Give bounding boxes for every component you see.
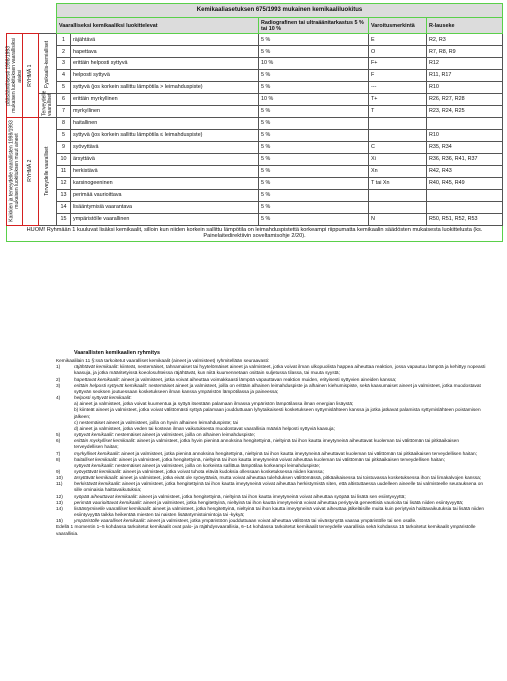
- row-symbol: [369, 129, 427, 141]
- row-class: myrkyllinen: [71, 105, 259, 117]
- row-number: 4: [57, 70, 71, 82]
- row-percent: 5 %: [259, 201, 369, 213]
- row-symbol: [369, 117, 427, 129]
- row-percent: 5 %: [259, 105, 369, 117]
- row-class: räjähtävä: [71, 34, 259, 46]
- row-percent: 5 %: [259, 165, 369, 177]
- item-number: 11): [56, 482, 63, 488]
- header-r: R-lauseke: [427, 18, 503, 34]
- row-percent: 5 %: [259, 177, 369, 189]
- item-term: syövyttävät kemikaalit: [74, 469, 121, 475]
- table-row: [7, 105, 503, 117]
- table-row: [7, 117, 503, 129]
- header-class: Vaaralliseksi kemikaaliksi luokittelevat: [57, 18, 259, 34]
- text-item: [56, 439, 486, 451]
- item-number: 1): [56, 365, 61, 371]
- row-percent: 5 %: [259, 153, 369, 165]
- row-number: 12: [57, 177, 71, 189]
- row-percent: 5 %: [259, 129, 369, 141]
- row-percent: 5 %: [259, 70, 369, 82]
- row-number: 11: [57, 165, 71, 177]
- item-body: : aineet ja valmisteet, jotka hengitettyinä, nieltyinä tai ihon kautta imeytyneinä voivat aiheuttaa jälkeläisille muita kuin periytyviä haittavaikutuksia tai lisätä niiden esiintyvyyttä taikka heikentää miesten tai naisten lisääntymistoimintoja tai -kykyä;: [74, 506, 485, 519]
- row-r: R11, R17: [427, 70, 503, 82]
- row-number: 13: [57, 189, 71, 201]
- item-number: 3): [56, 383, 61, 389]
- item-term: ärsyttävät kemikaalit: [74, 476, 118, 482]
- item-term: helposti syttyvät kemikaalit: [74, 396, 131, 402]
- table-row: [7, 177, 503, 189]
- item-number: 7): [56, 451, 61, 457]
- classification-table: [6, 3, 503, 242]
- table-title: Kemikaaliasetuksen 675/1993 mukainen kemikaaliluokitus: [57, 4, 503, 18]
- item-body: b) kiinteät aineet ja valmisteet, jotka voivat välittömästi syttyä palamaan joudduttuaan lyhytaikaisesti kosketukseen syttymislähteen kanssa ja jotka jatkavat palamista syttymislähteen poistamisen jälkeen;: [74, 408, 481, 420]
- item-body: : aineet ja valmisteet, jotka voivat tuhota eläviä kudoksia ollessaan kosketuksessa niiden kanssa;: [120, 469, 324, 475]
- row-r: R7, R8, R9: [427, 46, 503, 58]
- text-item: [56, 519, 486, 525]
- row-r: [427, 117, 503, 129]
- row-class: perimää vaurioittava: [71, 189, 259, 201]
- table-row: [7, 94, 503, 106]
- row-symbol: [369, 201, 427, 213]
- row-percent: 5 %: [259, 189, 369, 201]
- classification-table-wrap: [6, 3, 502, 242]
- row-percent: 5 %: [259, 213, 369, 225]
- item-body: : aineet ja valmisteet, jotka pieninä annoksina hengitettyinä, nieltyinä tai ihon kautta imeytyneinä aiheuttavat kuoleman tai välittömän tai pitkäaikaisen terveydellisen haitan;: [118, 451, 477, 457]
- text-heading: Vaarallisten kemikaalien ryhmitys: [74, 350, 160, 356]
- item-term: erittäin helposti syttyvät kemikaalit: [74, 383, 146, 389]
- row-percent: 10 %: [259, 94, 369, 106]
- item-body: : aineet ja valmisteet, jotka eivät ole syövyttäviä, mutta voivat aiheuttaa tulehduksen välittömässä, pitkäaikaisessa tai toistuvassa kosketuksessa ihon tai limakalvojen kanssa;: [117, 476, 482, 482]
- row-number: 3: [57, 58, 71, 70]
- header-percent: Radiografinen tai ultraäänitarkastus 5 % tai 10 %: [259, 18, 369, 34]
- table-row: [7, 82, 503, 94]
- row-percent: 5 %: [259, 82, 369, 94]
- row-symbol: T: [369, 105, 427, 117]
- item-term: erittäin myrkylliset kemikaalit: [74, 439, 135, 445]
- row-number: 5: [57, 82, 71, 94]
- table-row: [7, 129, 503, 141]
- row-r: R40, R45, R49: [427, 177, 503, 189]
- row-symbol: O: [369, 46, 427, 58]
- item-number: 2): [56, 377, 61, 383]
- row-symbol: N: [369, 213, 427, 225]
- group1-sub: pääsääntöisesti 1998/1993 mukaisen luokituksen vaarallisiksi aiaksi: [7, 34, 23, 118]
- item-body: : nestemäiset aineet ja valmisteet, joilla on korkeinta sallittua lämpötilaa korkeampi leimahduspiste;: [112, 463, 321, 469]
- text-item: [56, 408, 486, 420]
- row-symbol: [369, 189, 427, 201]
- row-symbol: Xn: [369, 165, 427, 177]
- item-number: 15): [56, 519, 63, 525]
- item-body: : aineet ja valmisteet, jotka ympäristöön joudduttuaan voivat aiheuttaa välitöntä tai viivästynyttä vaaraa ympäristölle tai sen osalle.: [144, 519, 417, 525]
- row-r: R26, R27, R28: [427, 94, 503, 106]
- item-number: 4): [56, 396, 61, 402]
- table-row: [7, 70, 503, 82]
- item-term: räjähtävät kemikaalit: [74, 365, 118, 371]
- table-row: [7, 153, 503, 165]
- group1-label: RYHMÄ 1: [23, 34, 39, 118]
- row-class: erittäin helposti syttyvä: [71, 58, 259, 70]
- row-r: R50, R51, R52, R53: [427, 213, 503, 225]
- row-class: syttyvä (jos korkein sallittu lämpötila ≤ leimahduspiste): [71, 129, 259, 141]
- row-r: [427, 201, 503, 213]
- row-number: 14: [57, 201, 71, 213]
- sub-terv2: Terveydelle vaaralliset: [39, 117, 57, 225]
- item-number: 6): [56, 439, 61, 445]
- row-class: ärsyttävä: [71, 153, 259, 165]
- item-term: haitalliset kemikaalit: [74, 457, 117, 463]
- item-body: a) aineet ja valmisteet, jotka voivat kuumentua ja syttyä itsestään palamaan ilmassa ympäristön lämpötilassa ilman energian lisäystä;: [74, 402, 354, 408]
- row-number: 7: [57, 105, 71, 117]
- text-outro: Edellä 1 momentin 1–5 kohdassa tarkoitetut kemikaalit ovat palo- ja räjähdysvaarallisia, 6–14 kohdassa tarkoitetut kemikaalit terveydelle vaarallisia sekä kohdassa 15 tarkoitetut kemikaalit ympäristölle vaarallisia.: [56, 525, 476, 537]
- item-term: syttyvät kemikaalit: [74, 433, 113, 439]
- row-class: karsinogeeninen: [71, 177, 259, 189]
- row-r: R42, R43: [427, 165, 503, 177]
- item-number: 8): [56, 457, 61, 463]
- row-class: herkistävä: [71, 165, 259, 177]
- item-number: 5): [56, 433, 61, 439]
- row-symbol: T+: [369, 94, 427, 106]
- item-body: : aineet ja valmisteet, jotka hengitettyinä, nieltyinä tai ihon kautta imeytyneinä voivat aiheuttaa periytyviä geneettisiä vaurioita tai lisätä niiden esiintyvyyttä;: [140, 500, 464, 506]
- row-percent: 10 %: [259, 58, 369, 70]
- item-body: : aineet ja valmisteet, jotka hengitettyinä, nieltyinä tai ihon kautta imeytyneinä voivat aiheuttaa syöpää tai lisätä sen esiintyvyyttä;: [136, 494, 406, 500]
- row-r: R2, R3: [427, 34, 503, 46]
- row-number: 15: [57, 213, 71, 225]
- table-row: [7, 141, 503, 153]
- row-class: ympäristölle vaarallinen: [71, 213, 259, 225]
- row-r: [427, 189, 503, 201]
- group2-sub: Kaikkien ja terveydelle vaarallisten 1998/1993 mukaisen luokituksen muut aineet: [7, 117, 23, 225]
- row-r: R35, R34: [427, 141, 503, 153]
- table-row: [7, 58, 503, 70]
- row-class: erittäin myrkyllinen: [71, 94, 259, 106]
- item-number: 13): [56, 500, 63, 506]
- group2-label: RYHMÄ 2: [23, 117, 39, 225]
- row-r: R10: [427, 129, 503, 141]
- row-symbol: F+: [369, 58, 427, 70]
- row-symbol: C: [369, 141, 427, 153]
- table-row: [7, 201, 503, 213]
- row-r: R23, R24, R25: [427, 105, 503, 117]
- text-items: [56, 365, 486, 525]
- row-number: 1: [57, 34, 71, 46]
- row-number: 9: [57, 141, 71, 153]
- text-item: [56, 507, 486, 519]
- row-r: R10: [427, 82, 503, 94]
- row-number: 10: [57, 153, 71, 165]
- item-term: herkistävät kemikaalit: [74, 482, 120, 488]
- row-number: 2: [57, 46, 71, 58]
- item-number: 9): [56, 469, 61, 475]
- classification-text: [56, 350, 486, 538]
- row-class: haitallinen: [71, 117, 259, 129]
- row-class: helposti syttyvä: [71, 70, 259, 82]
- item-number: 10): [56, 476, 63, 482]
- table-note: HUOM! Ryhmään 1 kuuluvat lisäksi kemikaalit, silloin kun niiden korkein sallittu lämpötila on leimahduspistettä korkeampi riippumatta kemikaalin säädösten mukaisesta luokittelusta (ks. Painelaitedirektiivin soveltamisohje 2/20).: [7, 225, 503, 241]
- item-term: ympäristölle vaaralliset kemikaalit: [74, 519, 145, 525]
- row-number: 6: [57, 94, 71, 106]
- row-number: 8: [57, 117, 71, 129]
- item-term: syttyvät kemikaalit: [74, 463, 113, 469]
- header-symbol: Varoitusmerkintä: [369, 18, 427, 34]
- row-r: R12: [427, 58, 503, 70]
- item-term: myrkylliset kemikaalit: [74, 451, 119, 457]
- item-term: hapettavat kemikaalit: [74, 377, 119, 383]
- item-term: perimää vaurioittavat kemikaalit: [74, 500, 141, 506]
- table-row: [7, 189, 503, 201]
- row-class: lisääntymisiä vaarantava: [71, 201, 259, 213]
- item-body: :: [130, 396, 132, 402]
- item-body: : aineet ja valmisteet, jotka voivat aiheuttaa voimakkaasti lämpöä vapauttavan reaktion muiden, erityisesti syttyvien aineiden kanssa;: [118, 377, 397, 383]
- row-class: syövyttävä: [71, 141, 259, 153]
- row-percent: 5 %: [259, 34, 369, 46]
- item-body: : nestemäiset aineet ja valmisteet, joilla on erittäin alhainen leimahduspiste ja alhainen kiehumispiste, sekä kaasumaiset aineet ja valmisteet, jotka muodostavat syttyvän seoksen joutuessaan kosketukseen ilman kanssa ympäristön lämpötilassa ja paineessa;: [74, 383, 481, 395]
- row-symbol: E: [369, 34, 427, 46]
- table-row: [7, 46, 503, 58]
- item-body: d) aineet ja valmisteet, jotka veden tai kostean ilman vaikutuksesta muodostavat vaarallisia määriä helposti syttyviä kaasuja;: [74, 426, 335, 432]
- row-r: R36, R36, R41, R37: [427, 153, 503, 165]
- sub-fysik: Fysikaalis-kemialliset: [39, 34, 57, 94]
- row-class: hapettava: [71, 46, 259, 58]
- item-body: c) nestemäiset aineet ja valmisteet, joilla on hyvin alhainen leimahduspiste; tai: [74, 420, 238, 426]
- table-row: [7, 34, 503, 46]
- item-number: 14): [56, 506, 63, 512]
- text-item: [56, 482, 486, 494]
- item-body: : aineet ja valmisteet, jotka hyvin pieninä annoksina hengitettyinä, nieltyinä tai ihon kautta imeytyneinä aiheuttavat kuoleman tai välittömän tai pitkäaikaisen terveydellisen haitan;: [74, 439, 459, 451]
- item-body: : aineet ja valmisteet, jotka hengitettyinä, nieltyinä tai ihon kautta imeytyneinä voivat aiheuttaa kuoleman tai välittömän tai pitkäaikaisen terveydellisen haitan;: [116, 457, 445, 463]
- row-symbol: Xi: [369, 153, 427, 165]
- table-row: [7, 213, 503, 225]
- row-percent: 5 %: [259, 141, 369, 153]
- item-body: : nestemäiset aineet ja valmisteet, joilla on alhainen leimahduspiste;: [112, 433, 256, 439]
- item-term: lisääntymiselle vaaralliset kemikaalit: [74, 506, 151, 512]
- row-percent: 5 %: [259, 117, 369, 129]
- row-symbol: ---: [369, 82, 427, 94]
- text-item: [56, 384, 486, 396]
- row-number: 5: [57, 129, 71, 141]
- item-body: : aineet ja valmisteet, jotka hengitettyinä tai ihon kautta imeytyneinä voivat aiheuttaa herkistymistä siten, että altistuttaessa uudelleen aineelle tai valmisteelle seurauksena on sille ominaisia haittavaikutuksia;: [74, 482, 483, 494]
- item-term: syöpää aiheuttavat kemikaalit: [74, 494, 137, 500]
- sub-terv1: Terveydelle vaaralliset: [39, 94, 57, 118]
- row-symbol: T tai Xn: [369, 177, 427, 189]
- item-number: 12): [56, 494, 63, 500]
- row-percent: 5 %: [259, 46, 369, 58]
- text-item: [56, 365, 486, 377]
- item-body: : kiinteät, nestemäiset, tahnamaiset tai hyytelömäiset aineet ja valmisteet, jotka voivat ilman ulkopuolista happea aiheuttaa reaktion, jossa vapautuu lämpöä ja kehittyy nopeasti kaasuja, ja jotka määritetyissä koeolosuhteissa räjähtävät, kun niitä kuumennetaan osittain suljetussa tilassa, tai muuta syystä;: [74, 365, 486, 377]
- text-intro: Kemikaalilain 11 §:ssä tarkoitetut vaaralliset kemikaalit (aineet ja valmisteet) ryhmitellään seuraavasti:: [56, 359, 270, 365]
- row-symbol: F: [369, 70, 427, 82]
- row-class: syttyvä (jos korkein sallittu lämpötila > leimahduspiste): [71, 82, 259, 94]
- table-row: [7, 165, 503, 177]
